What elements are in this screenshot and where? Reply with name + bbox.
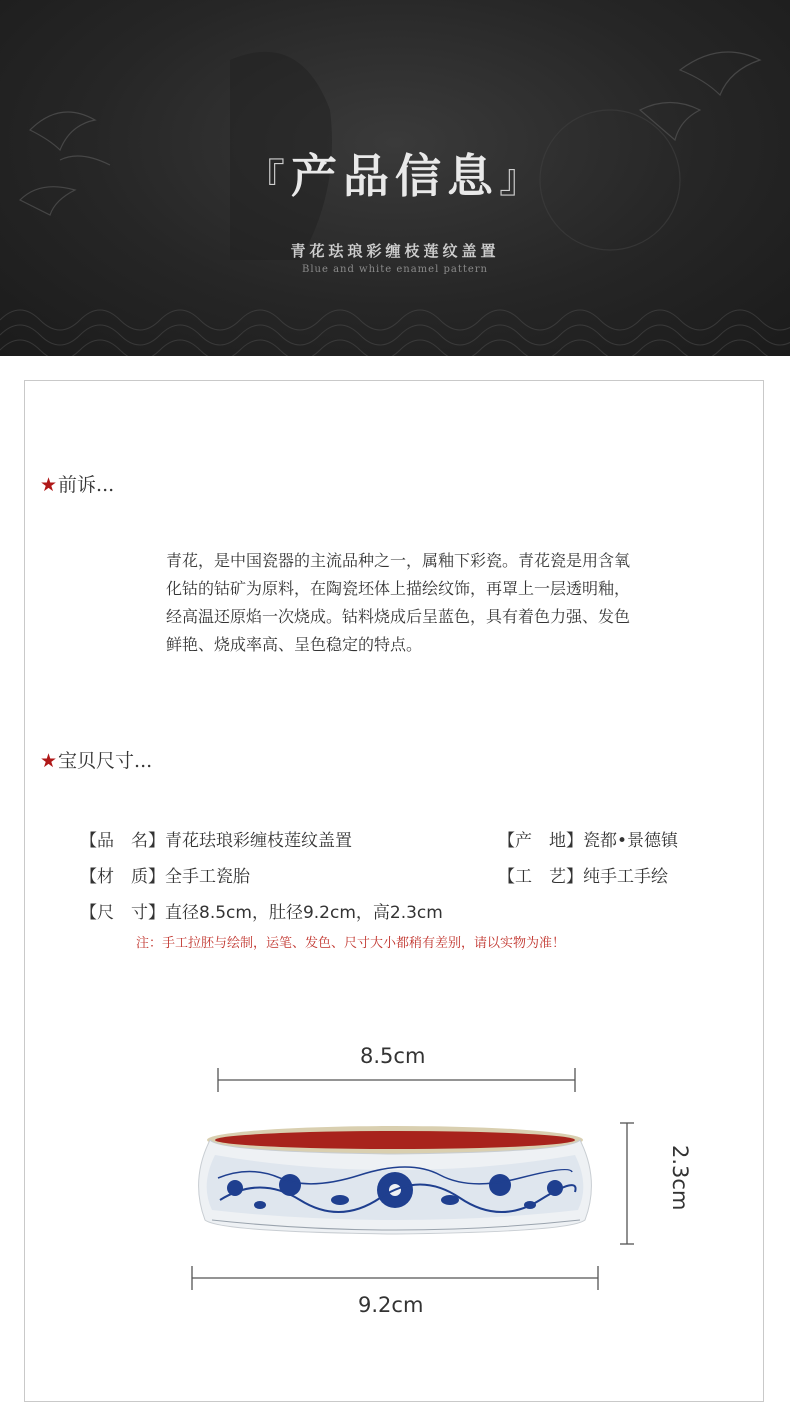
spec-material-label: 【材 质】 xyxy=(80,867,165,887)
height-label: 2.3cm xyxy=(668,1145,692,1211)
spec-name-label: 【品 名】 xyxy=(80,831,165,851)
banner-subtitle: 青花珐琅彩缠枝莲纹盖置 xyxy=(290,242,500,260)
bracket-left: 『 xyxy=(245,156,291,202)
spec-origin-label: 【产 地】 xyxy=(498,831,583,851)
spec-material xyxy=(80,862,250,887)
spec-material-value: 全手工瓷胎 xyxy=(165,867,250,887)
spec-name-value: 青花珐琅彩缠枝莲纹盖置 xyxy=(165,831,352,851)
header-banner xyxy=(0,0,790,356)
intro-heading xyxy=(40,470,114,497)
intro-heading-text: 前诉... xyxy=(58,474,115,496)
height-dimension-line xyxy=(620,1123,634,1244)
spec-craft xyxy=(498,862,668,887)
intro-paragraph: 青花，是中国瓷器的主流品种之一，属釉下彩瓷。青花瓷是用含氧化钴的钴矿为原料，在陶瓷坯体上描绘纹饰，再罩上一层透明釉，经高温还原焰一次烧成。钴料烧成后呈蓝色，具有着色力强、发色鲜艳、烧成率高、呈色稳定的特点。 xyxy=(166,551,631,654)
disclaimer-note: 注：手工拉胚与绘制，运笔、发色、尺寸大小都稍有差别，请以实物为准！ xyxy=(136,936,566,951)
porcelain-dish-image xyxy=(199,1126,592,1234)
spec-craft-label: 【工 艺】 xyxy=(498,867,583,887)
spec-craft-value: 纯手工手绘 xyxy=(583,867,668,887)
spec-size-label: 【尺 寸】 xyxy=(80,903,165,923)
spec-size xyxy=(80,898,443,923)
star-icon: ★ xyxy=(40,750,58,772)
spec-name xyxy=(80,826,352,851)
size-heading-text: 宝贝尺寸... xyxy=(58,750,153,772)
size-heading xyxy=(40,746,152,773)
belly-diameter-label: 9.2cm xyxy=(358,1293,424,1317)
product-diagram xyxy=(0,1060,790,1300)
spec-size-value: 直径8.5cm，肚径9.2cm，高2.3cm xyxy=(165,903,443,923)
banner-title xyxy=(0,140,790,206)
star-icon: ★ xyxy=(40,474,58,496)
banner-subtitle-en: Blue and white enamel pattern xyxy=(301,264,489,275)
top-diameter-label: 8.5cm xyxy=(360,1044,426,1068)
top-dimension-line xyxy=(218,1068,575,1092)
spec-origin-value: 瓷都•景德镇 xyxy=(583,831,679,851)
bottom-dimension-line xyxy=(192,1266,598,1290)
bracket-right: 』 xyxy=(499,156,545,202)
banner-title-text: 产品信息 xyxy=(291,149,499,203)
spec-origin xyxy=(498,826,678,851)
